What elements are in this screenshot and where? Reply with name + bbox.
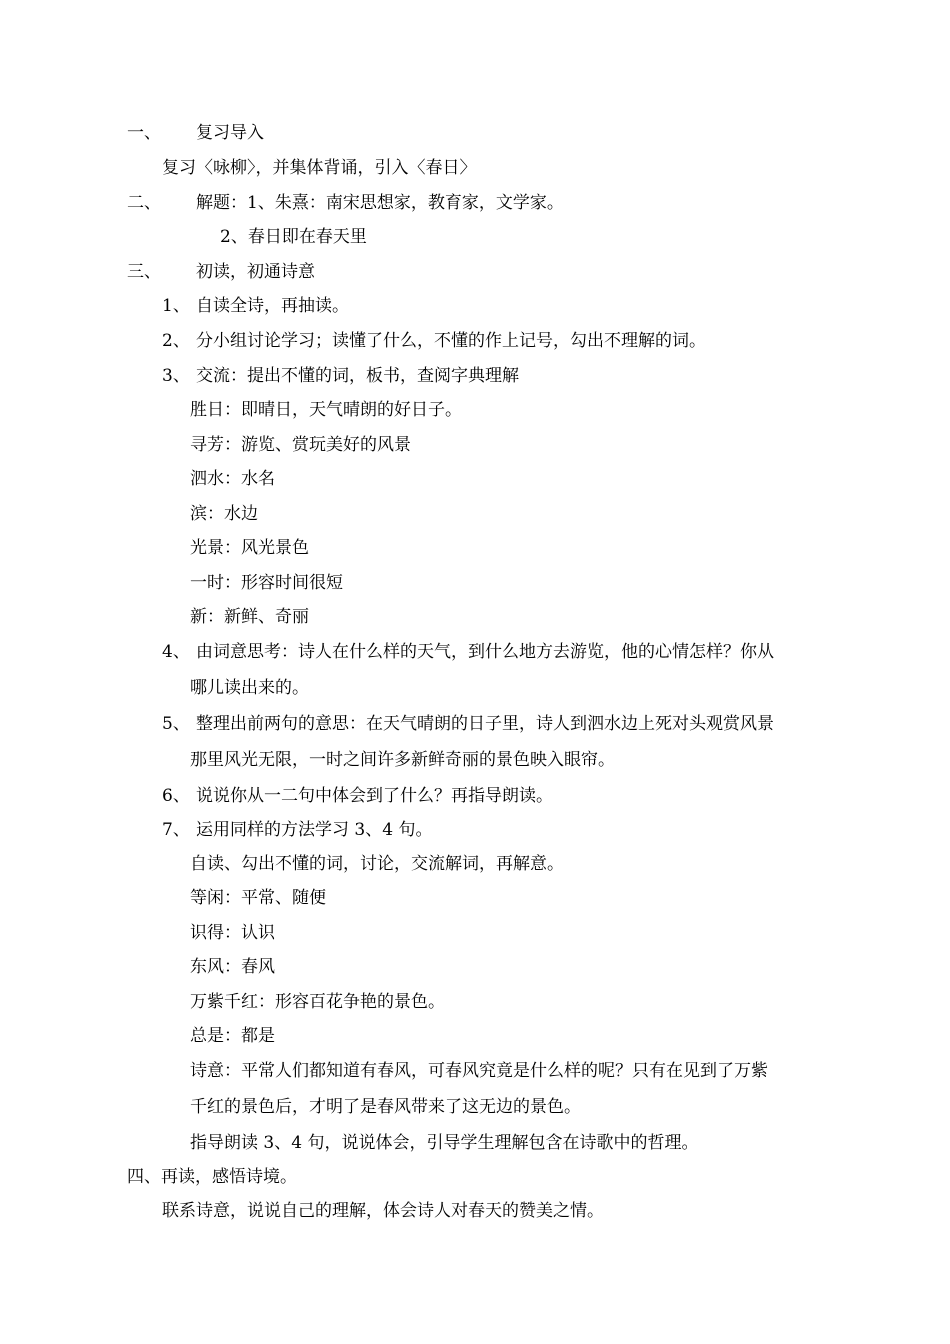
glossary-entry: 光景：风光景色 xyxy=(190,538,309,558)
section-2-number: 二、 xyxy=(127,193,161,213)
item-text: 整理出前两句的意思：在天气晴朗的日子里，诗人到泗水边上死对头观赏风景 xyxy=(196,714,774,734)
section-1-title: 复习导入 xyxy=(196,123,264,143)
glossary-entry: 寻芳：游览、赏玩美好的风景 xyxy=(190,435,411,455)
reading-guidance: 指导朗读 3、4 句，说说体会，引导学生理解包含在诗歌中的哲理。 xyxy=(190,1133,699,1153)
glossary-entry: 新：新鲜、奇丽 xyxy=(190,607,309,627)
glossary-entry: 滨：水边 xyxy=(190,504,258,524)
glossary-entry: 等闲：平常、随便 xyxy=(190,888,326,908)
item-number: 5、 xyxy=(162,714,190,734)
glossary-entry: 东风：春风 xyxy=(190,957,275,977)
section-2-title: 解题：1、朱熹：南宋思想家，教育家，文学家。 xyxy=(196,193,564,213)
section-3-number: 三、 xyxy=(127,262,161,282)
glossary-entry: 一时：形容时间很短 xyxy=(190,573,343,593)
section-4-title: 四、再读，感悟诗境。 xyxy=(127,1167,297,1187)
item-number: 3、 xyxy=(162,366,190,386)
poem-meaning-continued: 千红的景色后，才明了是春风带来了这无边的景色。 xyxy=(190,1097,581,1117)
item-number: 7、 xyxy=(162,820,190,840)
glossary-entry: 识得：认识 xyxy=(190,923,275,943)
item-number: 6、 xyxy=(162,786,190,806)
section-1-body: 复习〈咏柳〉，并集体背诵，引入〈春日〉 xyxy=(162,158,477,178)
item-text-continued: 哪儿读出来的。 xyxy=(190,678,309,698)
item-text: 自读全诗，再抽读。 xyxy=(196,296,349,316)
item-text: 交流：提出不懂的词，板书，查阅字典理解 xyxy=(196,366,519,386)
glossary-entry: 胜日：即晴日，天气晴朗的好日子。 xyxy=(190,400,462,420)
section-2-line2: 2、春日即在春天里 xyxy=(220,227,367,247)
item-text-continued: 那里风光无限，一时之间许多新鲜奇丽的景色映入眼帘。 xyxy=(190,750,615,770)
glossary-entry: 万紫千红：形容百花争艳的景色。 xyxy=(190,992,445,1012)
item-number: 2、 xyxy=(162,331,190,351)
glossary-entry: 泗水：水名 xyxy=(190,469,275,489)
section-1-number: 一、 xyxy=(127,123,161,143)
section-3-title: 初读，初通诗意 xyxy=(196,262,315,282)
item-text: 运用同样的方法学习 3、4 句。 xyxy=(196,820,433,840)
item-text: 分小组讨论学习；读懂了什么，不懂的作上记号，勾出不理解的词。 xyxy=(196,331,706,351)
item-text: 说说你从一二句中体会到了什么？再指导朗读。 xyxy=(196,786,553,806)
item-number: 4、 xyxy=(162,642,190,662)
poem-meaning: 诗意：平常人们都知道有春风，可春风究竟是什么样的呢？只有在见到了万紫 xyxy=(190,1061,768,1081)
glossary-entry: 总是：都是 xyxy=(190,1026,275,1046)
item-text: 由词意思考：诗人在什么样的天气，到什么地方去游览，他的心情怎样？你从 xyxy=(196,642,774,662)
glossary-entry: 自读、勾出不懂的词，讨论，交流解词，再解意。 xyxy=(190,854,564,874)
section-4-body: 联系诗意，说说自己的理解，体会诗人对春天的赞美之情。 xyxy=(162,1201,604,1221)
item-number: 1、 xyxy=(162,296,190,316)
